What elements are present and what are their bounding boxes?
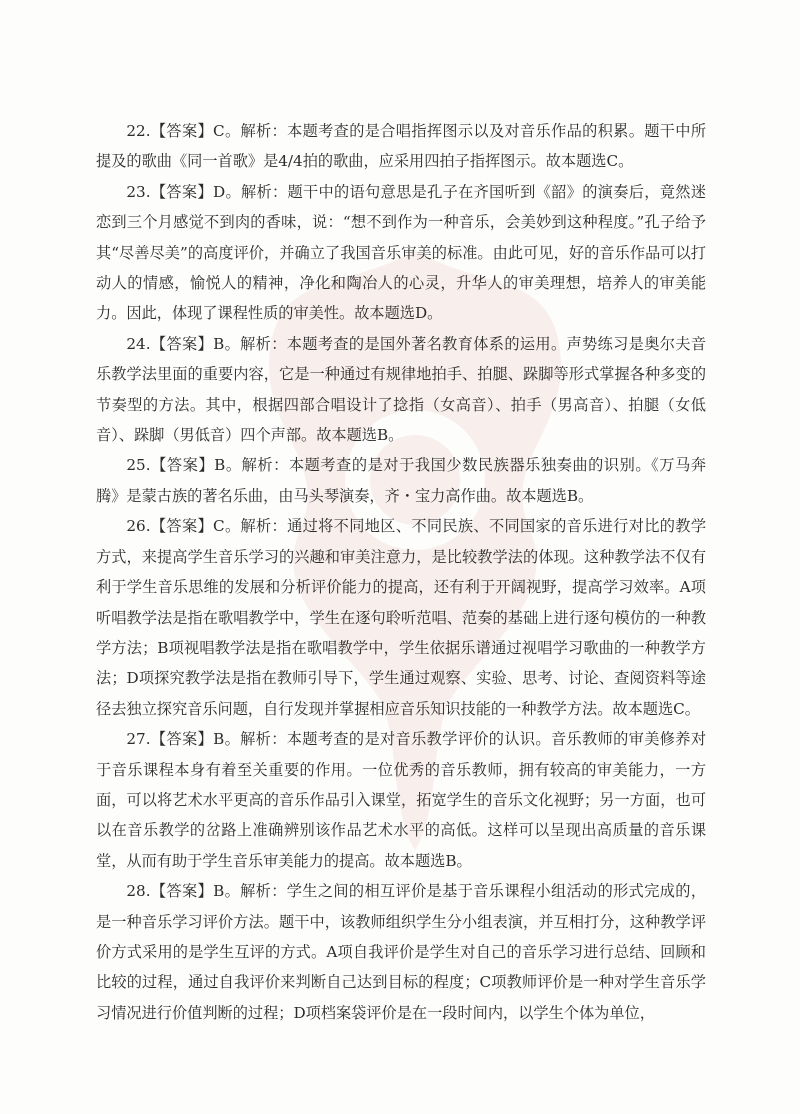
answer-26 — [96, 511, 706, 724]
explanation-text: B。解析：本题考查的是国外著名教育体系的运用。声势练习是奥尔夫音乐教学法里面的重要内容，它是一种通过有规律地拍手、拍腿、跺脚等形式掌握各种多变的节奏型的方法。其中，根据四部合唱设计了捻指（女高音）、拍手（男高音）、拍腿（女低音）、跺脚（男低音）四个声部。故本题选B。 — [96, 334, 707, 445]
question-number: 26. — [126, 517, 151, 536]
answer-explanations — [96, 116, 706, 1028]
question-number: 22. — [126, 122, 151, 140]
answer-label: 【答案】 — [150, 334, 214, 353]
answer-label: 【答案】 — [150, 122, 214, 140]
answer-label: 【答案】 — [150, 882, 214, 901]
explanation-text: D。解析：题干中的语句意思是孔子在齐国听到《韶》的演奏后，竟然迷恋到三个月感觉不到肉的香味，说：“想不到作为一种音乐，会美妙到这种程度。”孔子给予其“尽善尽美”的高度评价，并确立了我国音乐审美的标准。由此可见，好的音乐作品可以打动人的情感，愉悦人的精神，净化和陶冶人的心灵，升华人的审美理想，培养人的审美能力。因此，体现了课程性质的审美性。故本题选D。 — [96, 182, 707, 323]
answer-24 — [96, 329, 706, 451]
explanation-text: B。解析：本题考查的是对于我国少数民族器乐独奏曲的识别。《万马奔腾》是蒙古族的著名乐曲，由马头琴演奏，齐・宝力高作曲。故本题选B。 — [96, 456, 707, 505]
answer-label: 【答案】 — [150, 517, 214, 536]
question-number: 23. — [126, 182, 151, 201]
answer-label: 【答案】 — [150, 456, 215, 475]
answer-label: 【答案】 — [150, 182, 213, 201]
answer-label: 【答案】 — [150, 730, 214, 749]
answer-22 — [96, 116, 706, 177]
question-number: 28. — [126, 882, 151, 901]
explanation-text: C。解析：本题考查的是合唱指挥图示以及对音乐作品的积累。题干中所提及的歌曲《同一首歌》是4/4拍的歌曲，应采用四拍子指挥图示。故本题选C。 — [96, 122, 707, 171]
question-number: 27. — [126, 730, 151, 749]
answer-27 — [96, 724, 706, 876]
question-number: 24. — [126, 334, 151, 353]
answer-23 — [96, 177, 706, 329]
answer-28 — [96, 876, 706, 1028]
answer-25 — [96, 450, 706, 511]
explanation-text: C。解析：通过将不同地区、不同民族、不同国家的音乐进行对比的教学方式，来提高学生音乐学习的兴趣和审美注意力，是比较教学法的体现。这种教学法不仅有利于学生音乐思维的发展和分析评价能力的提高，还有利于开阔视野，提高学习效率。A项听唱教学法是指在歌唱教学中，学生在逐句聆听范唱、范奏的基础上进行逐句模仿的一种教学方法；B项视唱教学法是指在歌唱教学中，学生依据乐谱通过视唱学习歌曲的一种教学方法；D项探究教学法是指在教师引导下，学生通过观察、实验、思考、讨论、查阅资料等途径去独立探究音乐问题，自行发现并掌握相应音乐知识技能的一种教学方法。故本题选C。 — [96, 517, 707, 718]
question-number: 25. — [126, 456, 151, 475]
explanation-text: B。解析：本题考查的是对音乐教学评价的认识。音乐教师的审美修养对于音乐课程本身有着至关重要的作用。一位优秀的音乐教师，拥有较高的审美能力，一方面，可以将艺术水平更高的音乐作品引入课堂，拓宽学生的音乐文化视野；另一方面，也可以在音乐教学的岔路上准确辨别该作品艺术水平的高低。这样可以呈现出高质量的音乐课堂，从而有助于学生音乐审美能力的提高。故本题选B。 — [96, 730, 707, 870]
explanation-text: B。解析：学生之间的相互评价是基于音乐课程小组活动的形式完成的，是一种音乐学习评价方法。题干中，该教师组织学生分小组表演，并互相打分，这种教学评价方式采用的是学生互评的方式。A项自我评价是学生对自己的音乐学习进行总结、回顾和比较的过程，通过自我评价来判断自己达到目标的程度；C项教师评价是一种对学生音乐学习情况进行价值判断的过程；D项档案袋评价是在一段时间内，以学生个体为单位， — [96, 882, 707, 1022]
